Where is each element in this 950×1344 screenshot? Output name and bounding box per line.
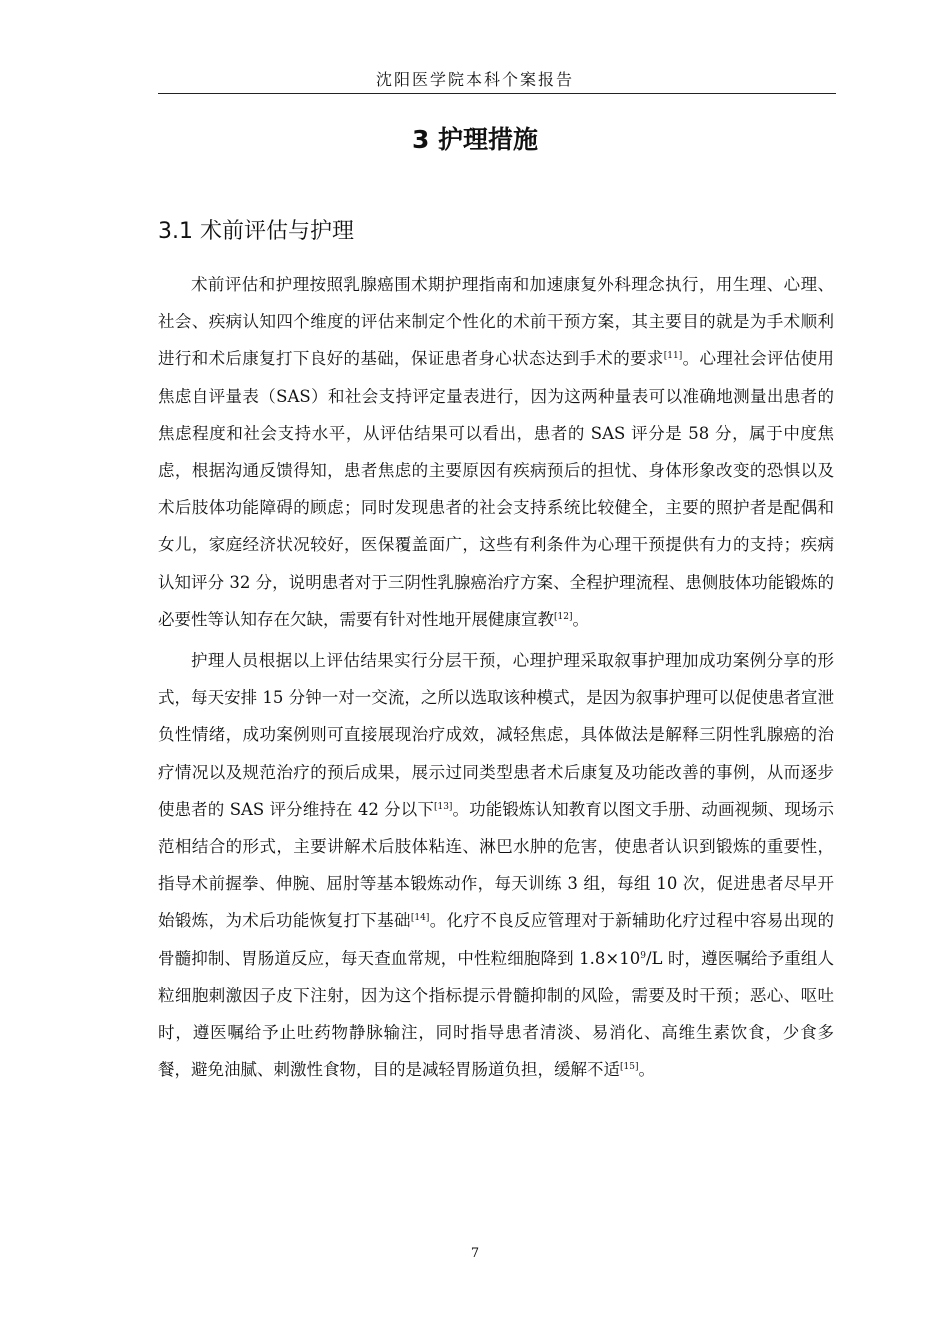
paragraph-text: 护理人员根据以上评估结果实行分层干预，心理护理采取叙事护理加成功案例分享的形式，每天安排 15 分钟一对一交流，之所以选取该种模式，是因为叙事护理可以促使患者宣泄负性情绪，成功案例则可直接展现治疗成效，减轻焦虑，具体做法是解释三阴性乳腺癌的治疗情况以及规范治疗的预后成果，展示过同类型患者术后康复及功能改善的事例，从而逐步使患者的 SAS 评分维持在 42 分以下 bbox=[158, 651, 834, 819]
paragraph-text: 。心理社会评估使用焦虑自评量表（SAS）和社会支持评定量表进行，因为这两种量表可以准确地测量出患者的焦虑程度和社会支持水平，从评估结果可以看出，患者的 SAS 评分是 58 分，属于中度焦虑，根据沟通反馈得知，患者焦虑的主要原因有疾病预后的担忧、身体形象改变的恐惧以及术后肢体功能障碍的顾虑；同时发现患者的社会支持系统比较健全，主要的照护者是配偶和女儿，家庭经济状况较好，医保覆盖面广，这些有利条件为心理干预提供有力的支持；疾病认知评分 32 分，说明患者对于三阴性乳腺癌治疗方案、全程护理流程、患侧肢体功能锻炼的必要性等认知存在欠缺，需要有针对性地开展健康宣教 bbox=[158, 349, 834, 629]
citation: [12] bbox=[554, 611, 573, 622]
paragraph bbox=[158, 266, 834, 638]
page-number: 7 bbox=[470, 1246, 480, 1261]
running-header: 沈阳医学院本科个案报告 bbox=[375, 70, 574, 89]
paragraph-text: 。化疗不良反应管理对于新辅助化疗过程中容易出现的骨髓抑制、胃肠道反应，每天查血常规，中性粒细胞降到 1.8×10 bbox=[158, 911, 834, 968]
paragraph-text: 。 bbox=[638, 1060, 655, 1080]
chapter-title: 3 护理措施 bbox=[411, 125, 539, 154]
section-title: 3.1 术前评估与护理 bbox=[158, 219, 354, 244]
citation: [14] bbox=[410, 913, 430, 924]
exponent: 9 bbox=[640, 950, 646, 961]
citation: [15] bbox=[620, 1062, 639, 1073]
citation: [13] bbox=[433, 801, 453, 812]
paragraph bbox=[158, 642, 834, 1088]
header-divider bbox=[158, 93, 836, 94]
paragraph-text: 。功能锻炼认知教育以图文手册、动画视频、现场示范相结合的形式，主要讲解术后肢体粘连、淋巴水肿的危害，使患者认识到锻炼的重要性，指导术前握拳、伸腕、屈肘等基本锻炼动作，每天训练 3 组，每组 10 次，促进患者尽早开始锻炼，为术后功能恢复打下基础 bbox=[158, 799, 835, 931]
body-text bbox=[158, 266, 834, 1088]
paragraph-text: 术前评估和护理按照乳腺癌围术期护理指南和加速康复外科理念执行，用生理、心理、社会、疾病认知四个维度的评估来制定个性化的术前干预方案，其主要目的就是为手术顺利进行和术后康复打下良好的基础，保证患者身心状态达到手术的要求 bbox=[158, 275, 834, 369]
citation: [11] bbox=[663, 351, 683, 362]
paragraph-text: 。 bbox=[572, 609, 589, 629]
paragraph-text: /L 时，遵医嘱给予重组人粒细胞刺激因子皮下注射，因为这个指标提示骨髓抑制的风险，需要及时干预；恶心、呕吐时，遵医嘱给予止吐药物静脉输注，同时指导患者清淡、易消化、高维生素饮食，少食多餐，避免油腻、刺激性食物，目的是减轻胃肠道负担，缓解不适 bbox=[158, 948, 835, 1080]
